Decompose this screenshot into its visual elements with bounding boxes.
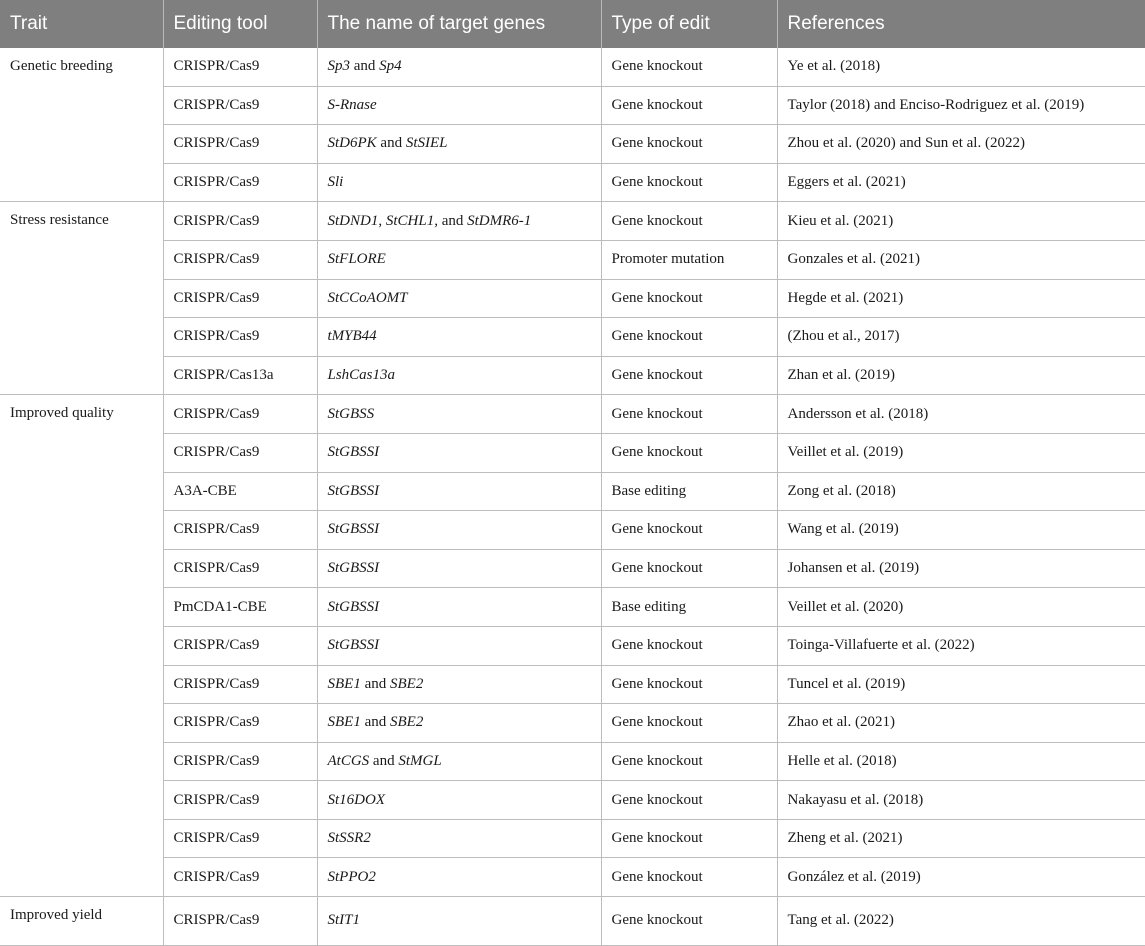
type-of-edit-cell: Gene knockout (601, 125, 777, 164)
editing-tool-cell: CRISPR/Cas9 (163, 318, 317, 357)
target-genes-cell (317, 704, 601, 743)
type-of-edit-cell: Gene knockout (601, 704, 777, 743)
type-of-edit-cell: Base editing (601, 588, 777, 627)
reference-cell: (Zhou et al., 2017) (777, 318, 1145, 357)
target-genes-cell (317, 86, 601, 125)
gene-name: S-Rnase (327, 96, 377, 113)
reference-cell: Nakayasu et al. (2018) (777, 781, 1145, 820)
target-genes-cell (317, 48, 601, 86)
gene-connector: and (376, 135, 406, 152)
gene-name: AtCGS (327, 752, 370, 769)
gene-name: StGBSSI (327, 521, 380, 538)
editing-tool-cell: CRISPR/Cas9 (163, 704, 317, 743)
editing-tool-cell: CRISPR/Cas9 (163, 433, 317, 472)
reference-cell: Veillet et al. (2019) (777, 433, 1145, 472)
gene-name: StGBSSI (327, 444, 380, 461)
trait-cell: Stress resistance (0, 202, 163, 395)
gene-name: St16DOX (327, 791, 385, 808)
reference-cell: Veillet et al. (2020) (777, 588, 1145, 627)
table-row (0, 704, 1145, 743)
editing-tool-cell: CRISPR/Cas9 (163, 626, 317, 665)
target-genes-cell (317, 240, 601, 279)
gene-name: StCCoAOMT (327, 289, 408, 306)
type-of-edit-cell: Gene knockout (601, 163, 777, 202)
table-row (0, 858, 1145, 897)
gene-name: StDND1 (327, 212, 379, 229)
target-genes-cell (317, 511, 601, 550)
table-row (0, 356, 1145, 395)
target-genes-cell (317, 858, 601, 897)
gene-connector: and (369, 752, 399, 769)
table-row (0, 163, 1145, 202)
gene-connector: and (350, 58, 380, 75)
editing-tool-cell: CRISPR/Cas13a (163, 356, 317, 395)
table-header (0, 0, 1145, 48)
gene-name: StDMR6-1 (467, 212, 532, 229)
table-row (0, 819, 1145, 858)
reference-cell: Wang et al. (2019) (777, 511, 1145, 550)
gene-name: SBE1 (327, 675, 361, 692)
gene-name: StIT1 (327, 912, 361, 929)
target-genes-cell (317, 356, 601, 395)
gene-name: LshCas13a (327, 367, 396, 384)
editing-tool-cell: CRISPR/Cas9 (163, 665, 317, 704)
target-genes-cell (317, 472, 601, 511)
gene-name: StGBSSI (327, 482, 380, 499)
table-row (0, 48, 1145, 86)
type-of-edit-cell: Gene knockout (601, 626, 777, 665)
reference-cell: Zhou et al. (2020) and Sun et al. (2022) (777, 125, 1145, 164)
editing-tool-cell: CRISPR/Cas9 (163, 395, 317, 434)
header-target-genes: The name of target genes (317, 0, 601, 48)
editing-tool-cell: CRISPR/Cas9 (163, 549, 317, 588)
target-genes-cell (317, 163, 601, 202)
type-of-edit-cell: Gene knockout (601, 279, 777, 318)
table-row (0, 742, 1145, 781)
target-genes-cell (317, 202, 601, 241)
table-row (0, 588, 1145, 627)
target-genes-cell (317, 626, 601, 665)
gene-name: Sli (327, 174, 344, 191)
reference-cell: Kieu et al. (2021) (777, 202, 1145, 241)
editing-tool-cell: CRISPR/Cas9 (163, 86, 317, 125)
reference-cell: Tang et al. (2022) (777, 897, 1145, 946)
reference-cell: Hegde et al. (2021) (777, 279, 1145, 318)
type-of-edit-cell: Gene knockout (601, 511, 777, 550)
editing-tool-cell: CRISPR/Cas9 (163, 781, 317, 820)
gene-name: SBE2 (390, 675, 424, 692)
target-genes-cell (317, 897, 601, 946)
editing-tool-cell: CRISPR/Cas9 (163, 742, 317, 781)
type-of-edit-cell: Gene knockout (601, 86, 777, 125)
type-of-edit-cell: Gene knockout (601, 665, 777, 704)
target-genes-cell (317, 125, 601, 164)
trait-cell: Improved quality (0, 395, 163, 897)
editing-tool-cell: CRISPR/Cas9 (163, 48, 317, 86)
trait-cell: Genetic breeding (0, 48, 163, 202)
gene-name: StD6PK (327, 135, 377, 152)
reference-cell: Taylor (2018) and Enciso-Rodriguez et al. (2019) (777, 86, 1145, 125)
gene-name: StPPO2 (327, 868, 376, 885)
editing-tool-cell: CRISPR/Cas9 (163, 240, 317, 279)
reference-cell: Zheng et al. (2021) (777, 819, 1145, 858)
table-row (0, 665, 1145, 704)
reference-cell: Johansen et al. (2019) (777, 549, 1145, 588)
type-of-edit-cell: Gene knockout (601, 318, 777, 357)
reference-cell: Zhao et al. (2021) (777, 704, 1145, 743)
type-of-edit-cell: Promoter mutation (601, 240, 777, 279)
table-row (0, 279, 1145, 318)
header-editing-tool: Editing tool (163, 0, 317, 48)
reference-cell: Eggers et al. (2021) (777, 163, 1145, 202)
table-row (0, 626, 1145, 665)
gene-connector: and (360, 675, 390, 692)
header-trait: Trait (0, 0, 163, 48)
target-genes-cell (317, 279, 601, 318)
gene-name: StSSR2 (327, 830, 371, 847)
editing-tool-cell: A3A-CBE (163, 472, 317, 511)
reference-cell: Ye et al. (2018) (777, 48, 1145, 86)
reference-cell: Gonzales et al. (2021) (777, 240, 1145, 279)
gene-name: Sp4 (379, 58, 402, 75)
reference-cell: Andersson et al. (2018) (777, 395, 1145, 434)
reference-cell: González et al. (2019) (777, 858, 1145, 897)
type-of-edit-cell: Gene knockout (601, 433, 777, 472)
type-of-edit-cell: Gene knockout (601, 395, 777, 434)
reference-cell: Zong et al. (2018) (777, 472, 1145, 511)
type-of-edit-cell: Base editing (601, 472, 777, 511)
target-genes-cell (317, 318, 601, 357)
reference-cell: Zhan et al. (2019) (777, 356, 1145, 395)
gene-name: StGBSSI (327, 598, 380, 615)
gene-name: StFLORE (327, 251, 386, 268)
type-of-edit-cell: Gene knockout (601, 202, 777, 241)
type-of-edit-cell: Gene knockout (601, 819, 777, 858)
target-genes-cell (317, 395, 601, 434)
editing-tool-cell: CRISPR/Cas9 (163, 511, 317, 550)
type-of-edit-cell: Gene knockout (601, 897, 777, 946)
gene-connector: , and (434, 212, 468, 229)
target-genes-cell (317, 588, 601, 627)
trait-cell: Improved yield (0, 897, 163, 946)
gene-name: StGBSSI (327, 637, 380, 654)
header-references: References (777, 0, 1145, 48)
gene-name: StCHL1 (385, 212, 435, 229)
gene-name: StGBSS (327, 405, 375, 422)
table-row (0, 472, 1145, 511)
table-row (0, 433, 1145, 472)
type-of-edit-cell: Gene knockout (601, 356, 777, 395)
type-of-edit-cell: Gene knockout (601, 858, 777, 897)
gene-name: tMYB44 (327, 328, 377, 345)
table-row (0, 395, 1145, 434)
type-of-edit-cell: Gene knockout (601, 781, 777, 820)
type-of-edit-cell: Gene knockout (601, 549, 777, 588)
gene-connector: and (360, 714, 390, 731)
editing-tool-cell: PmCDA1-CBE (163, 588, 317, 627)
gene-connector: , (378, 212, 386, 229)
reference-cell: Helle et al. (2018) (777, 742, 1145, 781)
table-row (0, 318, 1145, 357)
editing-tool-cell: CRISPR/Cas9 (163, 819, 317, 858)
table-row (0, 897, 1145, 946)
editing-tool-cell: CRISPR/Cas9 (163, 279, 317, 318)
target-genes-cell (317, 665, 601, 704)
reference-cell: Tuncel et al. (2019) (777, 665, 1145, 704)
target-genes-cell (317, 781, 601, 820)
gene-name: StSIEL (405, 135, 448, 152)
table-row (0, 511, 1145, 550)
gene-name: StGBSSI (327, 560, 380, 577)
reference-cell: Toinga-Villafuerte et al. (2022) (777, 626, 1145, 665)
editing-tool-cell: CRISPR/Cas9 (163, 125, 317, 164)
gene-name: Sp3 (327, 58, 350, 75)
target-genes-cell (317, 742, 601, 781)
editing-tool-cell: CRISPR/Cas9 (163, 858, 317, 897)
target-genes-cell (317, 433, 601, 472)
table-row (0, 86, 1145, 125)
header-row (0, 0, 1145, 48)
table-row (0, 125, 1145, 164)
table-row (0, 202, 1145, 241)
table-body (0, 48, 1145, 945)
target-genes-cell (317, 819, 601, 858)
gene-name: SBE1 (327, 714, 361, 731)
editing-tool-cell: CRISPR/Cas9 (163, 202, 317, 241)
gene-name: StMGL (398, 752, 442, 769)
gene-name: SBE2 (390, 714, 424, 731)
header-type-of-edit: Type of edit (601, 0, 777, 48)
table-row (0, 549, 1145, 588)
target-genes-cell (317, 549, 601, 588)
table-row (0, 240, 1145, 279)
editing-tool-cell: CRISPR/Cas9 (163, 897, 317, 946)
type-of-edit-cell: Gene knockout (601, 48, 777, 86)
editing-tool-cell: CRISPR/Cas9 (163, 163, 317, 202)
type-of-edit-cell: Gene knockout (601, 742, 777, 781)
table-row (0, 781, 1145, 820)
